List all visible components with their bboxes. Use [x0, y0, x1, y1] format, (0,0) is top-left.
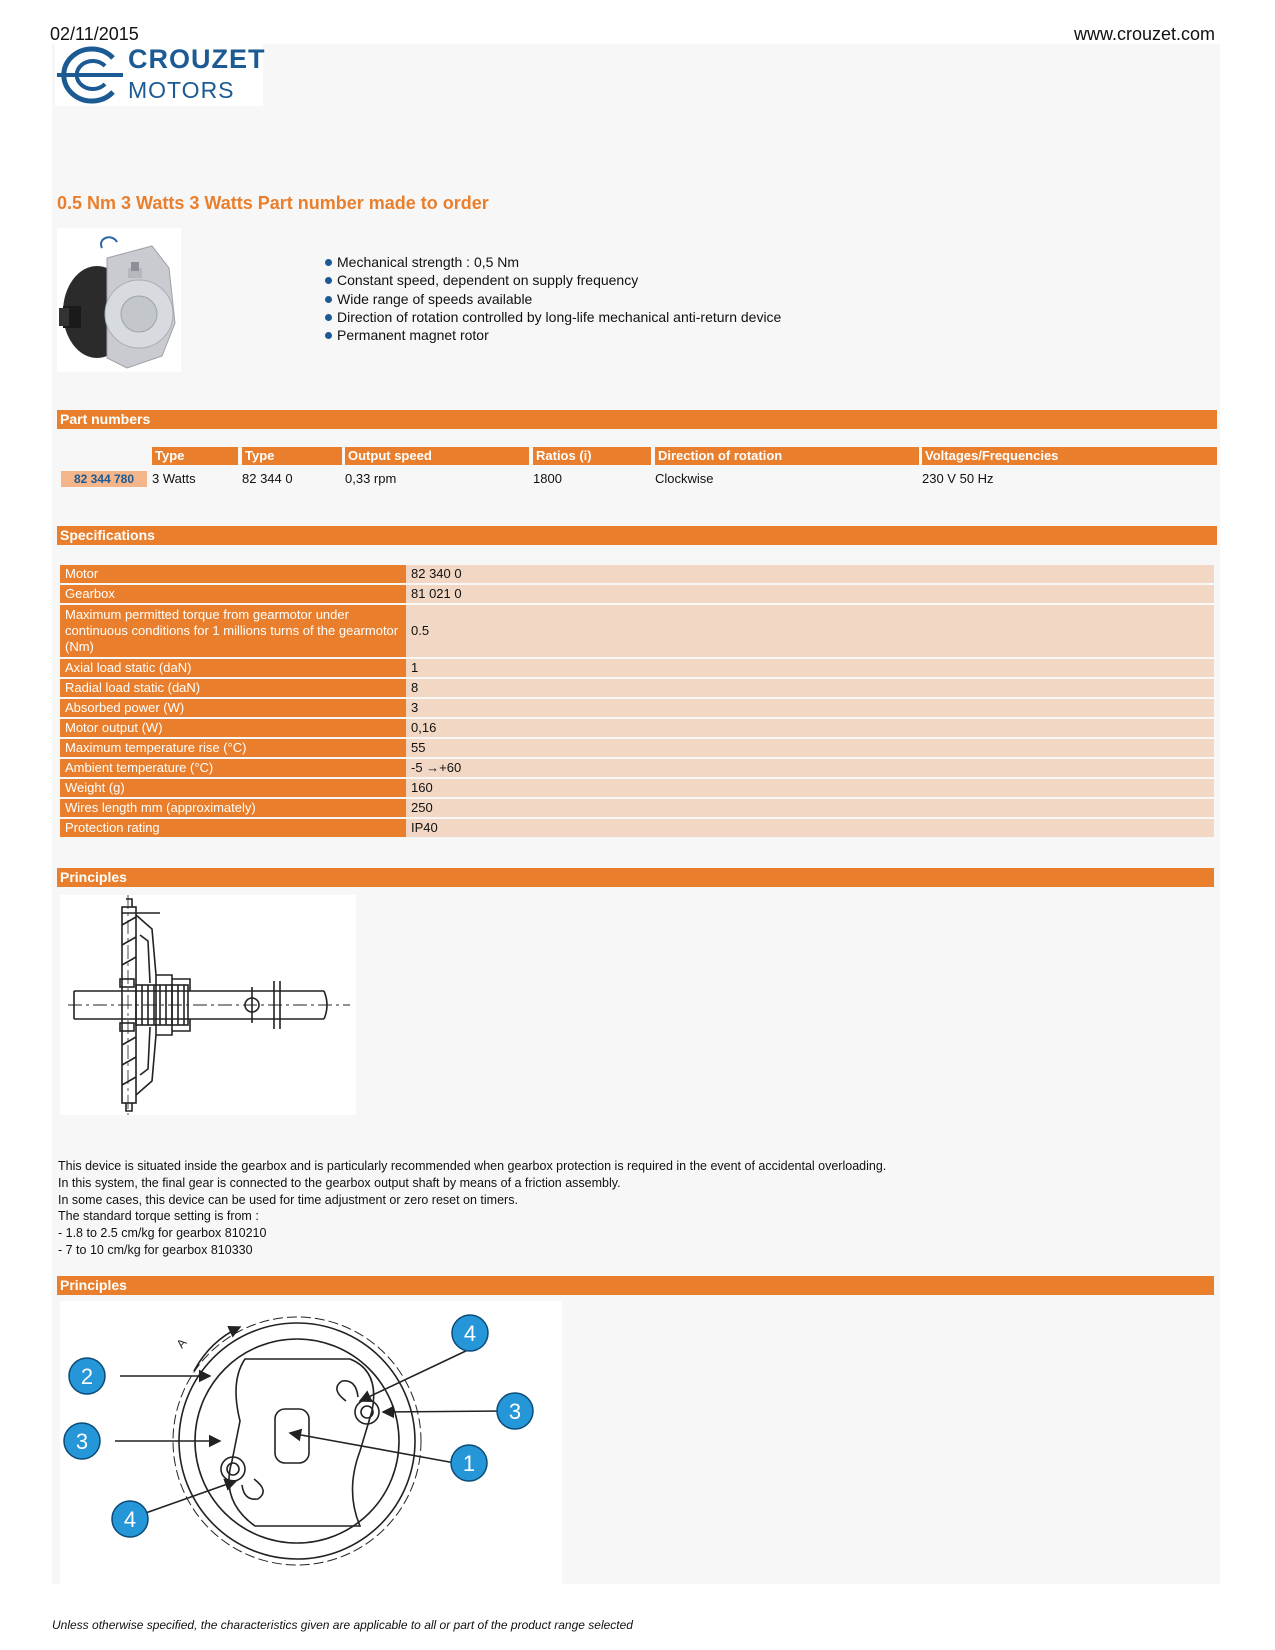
feature-item: Permanent magnet rotor: [325, 326, 781, 344]
spec-label: Protection rating: [60, 819, 406, 837]
spec-label: Axial load static (daN): [60, 659, 406, 677]
friction-assembly-drawing: [60, 895, 356, 1115]
feature-item: Mechanical strength : 0,5 Nm: [325, 253, 781, 271]
table-row: [60, 585, 1214, 603]
spec-value: 1: [406, 659, 1214, 677]
feature-item: Wide range of speeds available: [325, 290, 781, 308]
table-row: [60, 759, 1214, 777]
callout-number: 4: [123, 1507, 137, 1532]
website-url[interactable]: www.crouzet.com: [1073, 24, 1215, 44]
principles-header-2: Principles: [57, 1276, 1214, 1295]
principles-header: Principles: [57, 868, 1214, 887]
spec-label: Maximum temperature rise (°C): [60, 739, 406, 757]
table-row: [60, 565, 1214, 583]
spec-value: IP40: [406, 819, 1214, 837]
table-row: [60, 819, 1214, 837]
col-header-direction: Direction of rotation: [655, 447, 919, 465]
feature-list: [325, 253, 781, 344]
table-row: [60, 679, 1214, 697]
footer-disclaimer: Unless otherwise specified, the characteristics given are applicable to all or part of the product range selected: [52, 1618, 633, 1632]
spec-value: 3: [406, 699, 1214, 717]
principles-description: [58, 1158, 886, 1259]
paragraph-line: The standard torque setting is from :: [58, 1209, 259, 1224]
spec-value: 160: [406, 779, 1214, 797]
feature-item: Constant speed, dependent on supply frequency: [325, 271, 781, 289]
product-title: 0.5 Nm 3 Watts 3 Watts Part number made to order: [57, 193, 489, 213]
table-row: [60, 699, 1214, 717]
logo-word-motors: MOTORS: [128, 77, 235, 103]
logo-word-crouzet: CROUZET: [128, 44, 266, 74]
part-numbers-header: Part numbers: [57, 410, 1217, 429]
table-row: [60, 605, 1214, 657]
table-row: [60, 659, 1214, 677]
callout-number: 3: [75, 1429, 89, 1454]
col-header-type: Type: [152, 447, 238, 465]
spec-label: Wires length mm (approximately): [60, 799, 406, 817]
table-row: [60, 779, 1214, 797]
spec-value: 0,16: [406, 719, 1214, 737]
part-number-link[interactable]: 82 344 780: [61, 471, 147, 487]
paragraph-line: In this system, the final gear is connected to the gearbox output shaft by means of a friction assembly.: [58, 1175, 621, 1190]
specifications-table: [60, 563, 1214, 839]
rotation-arrow-label: A: [173, 1335, 190, 1351]
crouzet-logo: [55, 44, 266, 106]
spec-value: 8: [406, 679, 1214, 697]
spec-label: Weight (g): [60, 779, 406, 797]
spec-label: Radial load static (daN): [60, 679, 406, 697]
col-header-output-speed: Output speed: [345, 447, 529, 465]
spec-label: Maximum permitted torque from gearmotor under continuous conditions for 1 millions turns of the gearmotor (Nm): [60, 605, 406, 657]
spec-label: Ambient temperature (°C): [60, 759, 406, 777]
print-date: 02/11/2015: [50, 24, 139, 44]
table-row: [60, 719, 1214, 737]
table-row: [60, 799, 1214, 817]
spec-value: 0.5: [406, 605, 1214, 657]
paragraph-line: This device is situated inside the gearbox and is particularly recommended when gearbox protection is required in the event of accidental overloading.: [58, 1159, 887, 1173]
crouzet-logo-icon: [55, 44, 125, 106]
table-cell: Clockwise: [655, 471, 714, 486]
spec-value: -5 →+60: [406, 759, 1214, 777]
callout-number: 4: [463, 1321, 477, 1346]
col-header-type: Type: [242, 447, 342, 465]
spec-label: Motor output (W): [60, 719, 406, 737]
table-cell: 82 344 0: [242, 471, 293, 486]
callout-number: 1: [462, 1451, 476, 1476]
feature-item: Direction of rotation controlled by long-life mechanical anti-return device: [325, 308, 781, 326]
callout-number: 3: [508, 1399, 522, 1424]
specifications-header: Specifications: [57, 526, 1217, 545]
spec-value: 82 340 0: [406, 565, 1214, 583]
table-cell: 3 Watts: [152, 471, 196, 486]
spec-label: Motor: [60, 565, 406, 583]
paragraph-line: - 1.8 to 2.5 cm/kg for gearbox 810210: [58, 1226, 267, 1241]
table-cell: 230 V 50 Hz: [922, 471, 994, 486]
col-header-voltages: Voltages/Frequencies: [922, 447, 1217, 465]
paragraph-line: - 7 to 10 cm/kg for gearbox 810330: [58, 1242, 253, 1257]
anti-return-device-drawing: [60, 1301, 562, 1584]
product-image: [57, 228, 181, 372]
table-cell: 0,33 rpm: [345, 471, 397, 486]
col-header-ratios: Ratios (i): [533, 447, 651, 465]
spec-label: Gearbox: [60, 585, 406, 603]
spec-value: 81 021 0: [406, 585, 1214, 603]
spec-label: Absorbed power (W): [60, 699, 406, 717]
spec-value: 250: [406, 799, 1214, 817]
paragraph-line: In some cases, this device can be used for time adjustment or zero reset on timers.: [58, 1192, 518, 1207]
spec-value: 55: [406, 739, 1214, 757]
table-row: [60, 739, 1214, 757]
callout-number: 2: [80, 1364, 94, 1389]
table-cell: 1800: [533, 471, 562, 486]
